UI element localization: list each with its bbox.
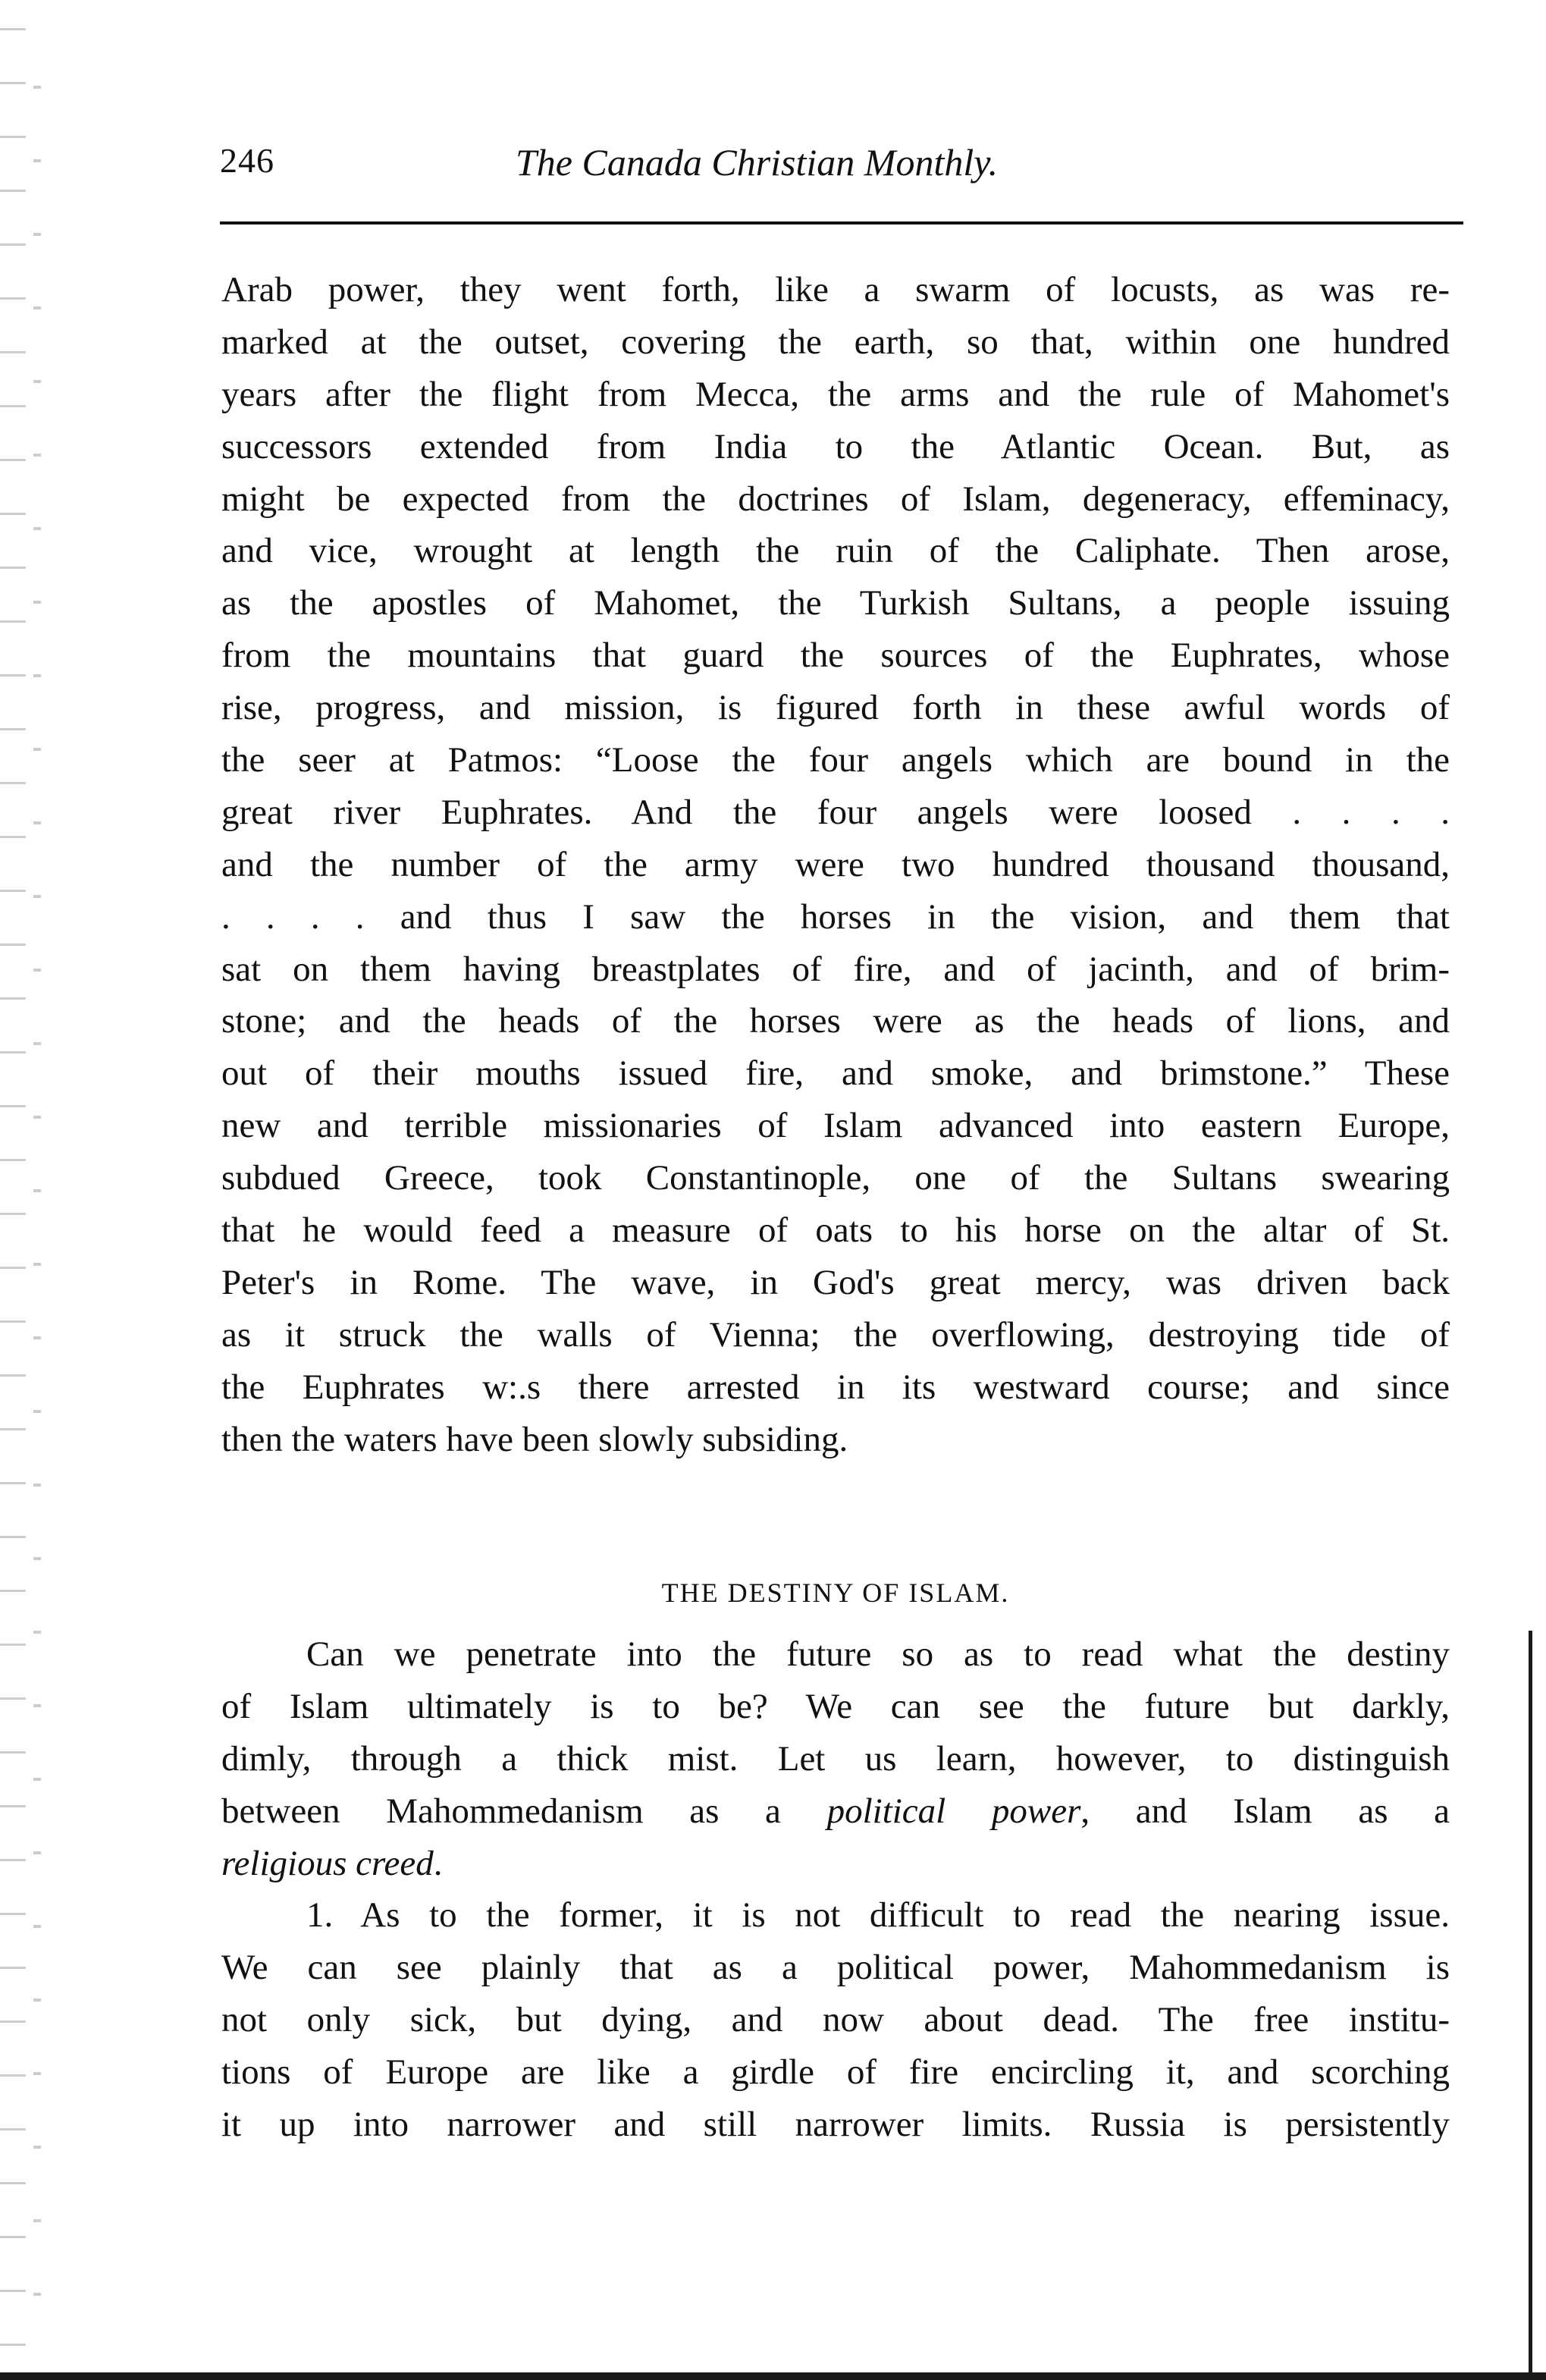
- text-line: 1. As to the former, it is not difficult to read the nearing issue.: [306, 1895, 1450, 1936]
- scan-edge-right: [1529, 1631, 1532, 2380]
- scan-edge-bottom: [0, 2372, 1546, 2380]
- text-line: dimly, through a thick mist. Let us learn, however, to distinguish: [221, 1738, 1450, 1779]
- text-line: Arab power, they went forth, like a swarm of locusts, as was re-: [221, 270, 1450, 309]
- text-line: and vice, wrought at length the ruin of the Caliphate. Then arose,: [221, 531, 1450, 571]
- text-line: might be expected from the doctrines of Islam, degeneracy, effeminacy,: [221, 479, 1450, 519]
- text-line: and the number of the army were two hundred thousand thousand,: [221, 844, 1450, 884]
- body-text: [221, 264, 1450, 1465]
- text-line: from the mountains that guard the sources of the Euphrates, whose: [221, 636, 1450, 676]
- header-rule: [220, 221, 1463, 224]
- text-line: that he would feed a measure of oats to his horse on the altar of St.: [221, 1210, 1450, 1251]
- section-body: [221, 1628, 1450, 2151]
- text-line: of Islam ultimately is to be? We can see the future but darkly,: [221, 1686, 1450, 1726]
- running-title: The Canada Christian Monthly.: [516, 141, 999, 184]
- text-line: We can see plainly that as a political power, Mahommedanism is: [221, 1948, 1450, 1988]
- text-line: [221, 1838, 1450, 1890]
- text-line: the seer at Patmos: “Loose the four angels which are bound in the: [221, 740, 1450, 780]
- page-number: 246: [220, 141, 274, 180]
- text-line: as it struck the walls of Vienna; the overflowing, destroying tide of: [221, 1314, 1450, 1355]
- text-line: Can we penetrate into the future so as to read what the destiny: [306, 1634, 1450, 1674]
- text-run: , and Islam as a: [1080, 1791, 1450, 1831]
- text-line: years after the flight from Mecca, the arms and the rule of Mahomet's: [221, 374, 1450, 414]
- emphasis-religious-creed: religious creed: [221, 1843, 434, 1883]
- text-line: tions of Europe are like a girdle of fire encircling it, and scorching: [221, 2052, 1450, 2093]
- section-heading: THE DESTINY OF ISLAM.: [661, 1578, 1010, 1608]
- text-line: sat on them having breastplates of fire, and of jacinth, and of brim-: [221, 949, 1450, 989]
- text-line: the Euphrates w:.s there arrested in its westward course; and since: [221, 1367, 1450, 1407]
- scan-edge-left: [0, 0, 26, 2380]
- text-line: out of their mouths issued fire, and smoke, and brimstone.” These: [221, 1053, 1450, 1094]
- text-line: marked at the outset, covering the earth, so that, within one hundred: [221, 322, 1450, 362]
- text-line: then the waters have been slowly subsiding.: [221, 1419, 848, 1459]
- text-line: . . . . and thus I saw the horses in the vision, and them that: [221, 896, 1450, 937]
- text-line: not only sick, but dying, and now about dead. The free institu-: [221, 2000, 1450, 2040]
- text-line: successors extended from India to the Atlantic Ocean. But, as: [221, 426, 1450, 466]
- scan-edge-left-specks: [33, 46, 41, 2321]
- text-line: rise, progress, and mission, is figured forth in these awful words of: [221, 688, 1450, 728]
- running-header: [220, 140, 1463, 186]
- text-line: stone; and the heads of the horses were as the heads of lions, and: [221, 1001, 1450, 1041]
- text-line: subdued Greece, took Constantinople, one of the Sultans swearing: [221, 1158, 1450, 1198]
- text-line: great river Euphrates. And the four angels were loosed . . . .: [221, 792, 1450, 832]
- text-line: as the apostles of Mahomet, the Turkish Sultans, a people issuing: [221, 583, 1450, 623]
- text-line: [221, 1785, 1450, 1838]
- text-run: between Mahommedanism as a: [221, 1791, 827, 1831]
- text-line: new and terrible missionaries of Islam advanced into eastern Europe,: [221, 1106, 1450, 1146]
- text-line: Peter's in Rome. The wave, in God's great mercy, was driven back: [221, 1262, 1450, 1302]
- emphasis-political-power: political power: [826, 1791, 1081, 1831]
- text-run: .: [433, 1843, 443, 1883]
- text-line: it up into narrower and still narrower limits. Russia is persistently: [221, 2105, 1450, 2145]
